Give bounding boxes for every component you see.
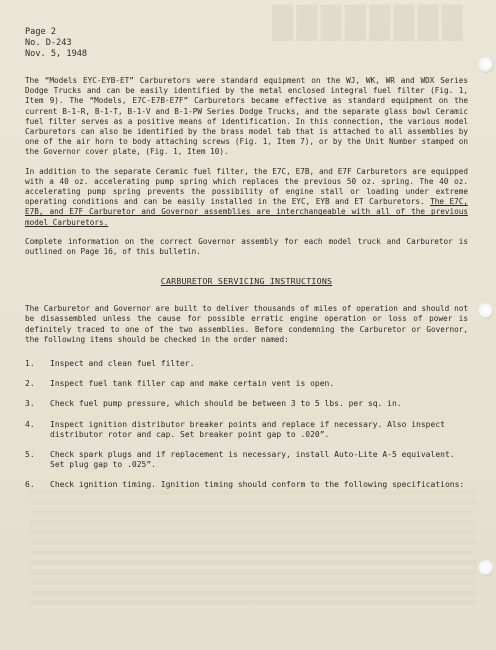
checklist-item <box>25 399 468 409</box>
bleed-through-text: ████████ <box>271 6 466 39</box>
section-title: CARBURETOR SERVICING INSTRUCTIONS <box>160 276 333 287</box>
item-number: 5. <box>25 450 35 460</box>
bulletin-body <box>25 76 468 501</box>
item-text: Inspect ignition distributor breaker points and replace if necessary. Also inspect distributor rotor and cap. Set breaker point gap to .020”. <box>50 419 445 439</box>
item-number: 1. <box>25 359 35 369</box>
checklist-item <box>25 450 468 470</box>
paragraph-accelerating-pump <box>25 167 468 228</box>
bulletin-number: No. D-243 <box>25 38 72 48</box>
item-number: 6. <box>25 480 35 490</box>
paragraph-carburetor-models: The “Models EYC-EYB-ET” Carburetors were standard equipment on the WJ, WK, WR and WDX Series Dodge Trucks and can be easily identified by the metal enclosed integral fuel filter (Fig. 1, Item 9). The “Models, E7C-E7B-E7F” Carburetors became effective as standard equipment on the current B-1-R, B-1-T, B-1-V and B-1-PW Series Dodge Trucks, and the separate glass bowl Ceramic fuel filter serves as a positive means of identification. In this connection, the various model Carburetors can also be identified by the brass model tab that is attached to all assemblies by one of the air horn to body attaching screws (Fig. 1, Item 7), or by the Unit Number stamped on the Governor cover plate, (Fig. 1, Item 10). <box>25 76 468 157</box>
item-number: 4. <box>25 419 35 429</box>
bulletin-date: Nov. 5, 1948 <box>25 49 88 59</box>
paragraph-governor-info: Complete information on the correct Governor assembly for each model truck and Carburetor is outlined on Page 16, of this bulletin. <box>25 236 468 257</box>
checklist-item <box>25 359 468 369</box>
bulletin-header <box>25 27 87 60</box>
binder-hole-middle <box>478 303 494 319</box>
page-number: Page 2 <box>25 27 57 37</box>
item-number: 3. <box>25 399 35 409</box>
item-text: Check fuel pump pressure, which should be between 3 to 5 lbs. per sq. in. <box>50 399 402 409</box>
interchangeable-note: The E7C, E7B, and E7F Carburetor and Governor assemblies are interchangeable with all of the previous model Carburetors. <box>25 197 468 227</box>
bleed-through-lines <box>30 490 476 610</box>
checklist-item <box>25 420 468 440</box>
checklist-item <box>25 480 468 490</box>
paragraph-servicing-intro: The Carburetor and Governor are built to deliver thousands of miles of operation and should not be disassembled unless the cause for possible erratic engine operation or loss of power is definitely traced to one of the two assemblies. Before condemning the Carburetor or Governor, the following items should be checked in the order named: <box>25 304 468 344</box>
paragraph-accelerating-pump-text: In addition to the separate Ceramic fuel filter, the E7C, E7B, and E7F Carburetors are equipped with a 40 oz. accelerating pump spring which replaces the previous 50 oz. spring. The 40 oz. accelerating pump spring prevents the possibility of engine stall or loading under extreme operating conditions and can be easily installed in the EYC, EYB and ET Carburetors. <box>25 166 468 207</box>
item-text: Inspect fuel tank filler cap and make certain vent is open. <box>50 379 335 389</box>
binder-hole-bottom <box>478 560 494 576</box>
checklist <box>25 359 468 491</box>
binder-hole-top <box>478 57 494 73</box>
item-text: Inspect and clean fuel filter. <box>50 359 195 369</box>
checklist-item <box>25 379 468 389</box>
item-number: 2. <box>25 379 35 389</box>
item-text: Check ignition timing. Ignition timing should conform to the following specifications: <box>50 480 465 490</box>
item-text: Check spark plugs and if replacement is necessary, install Auto-Lite A-5 equivalent. Set plug gap to .025”. <box>50 450 455 470</box>
